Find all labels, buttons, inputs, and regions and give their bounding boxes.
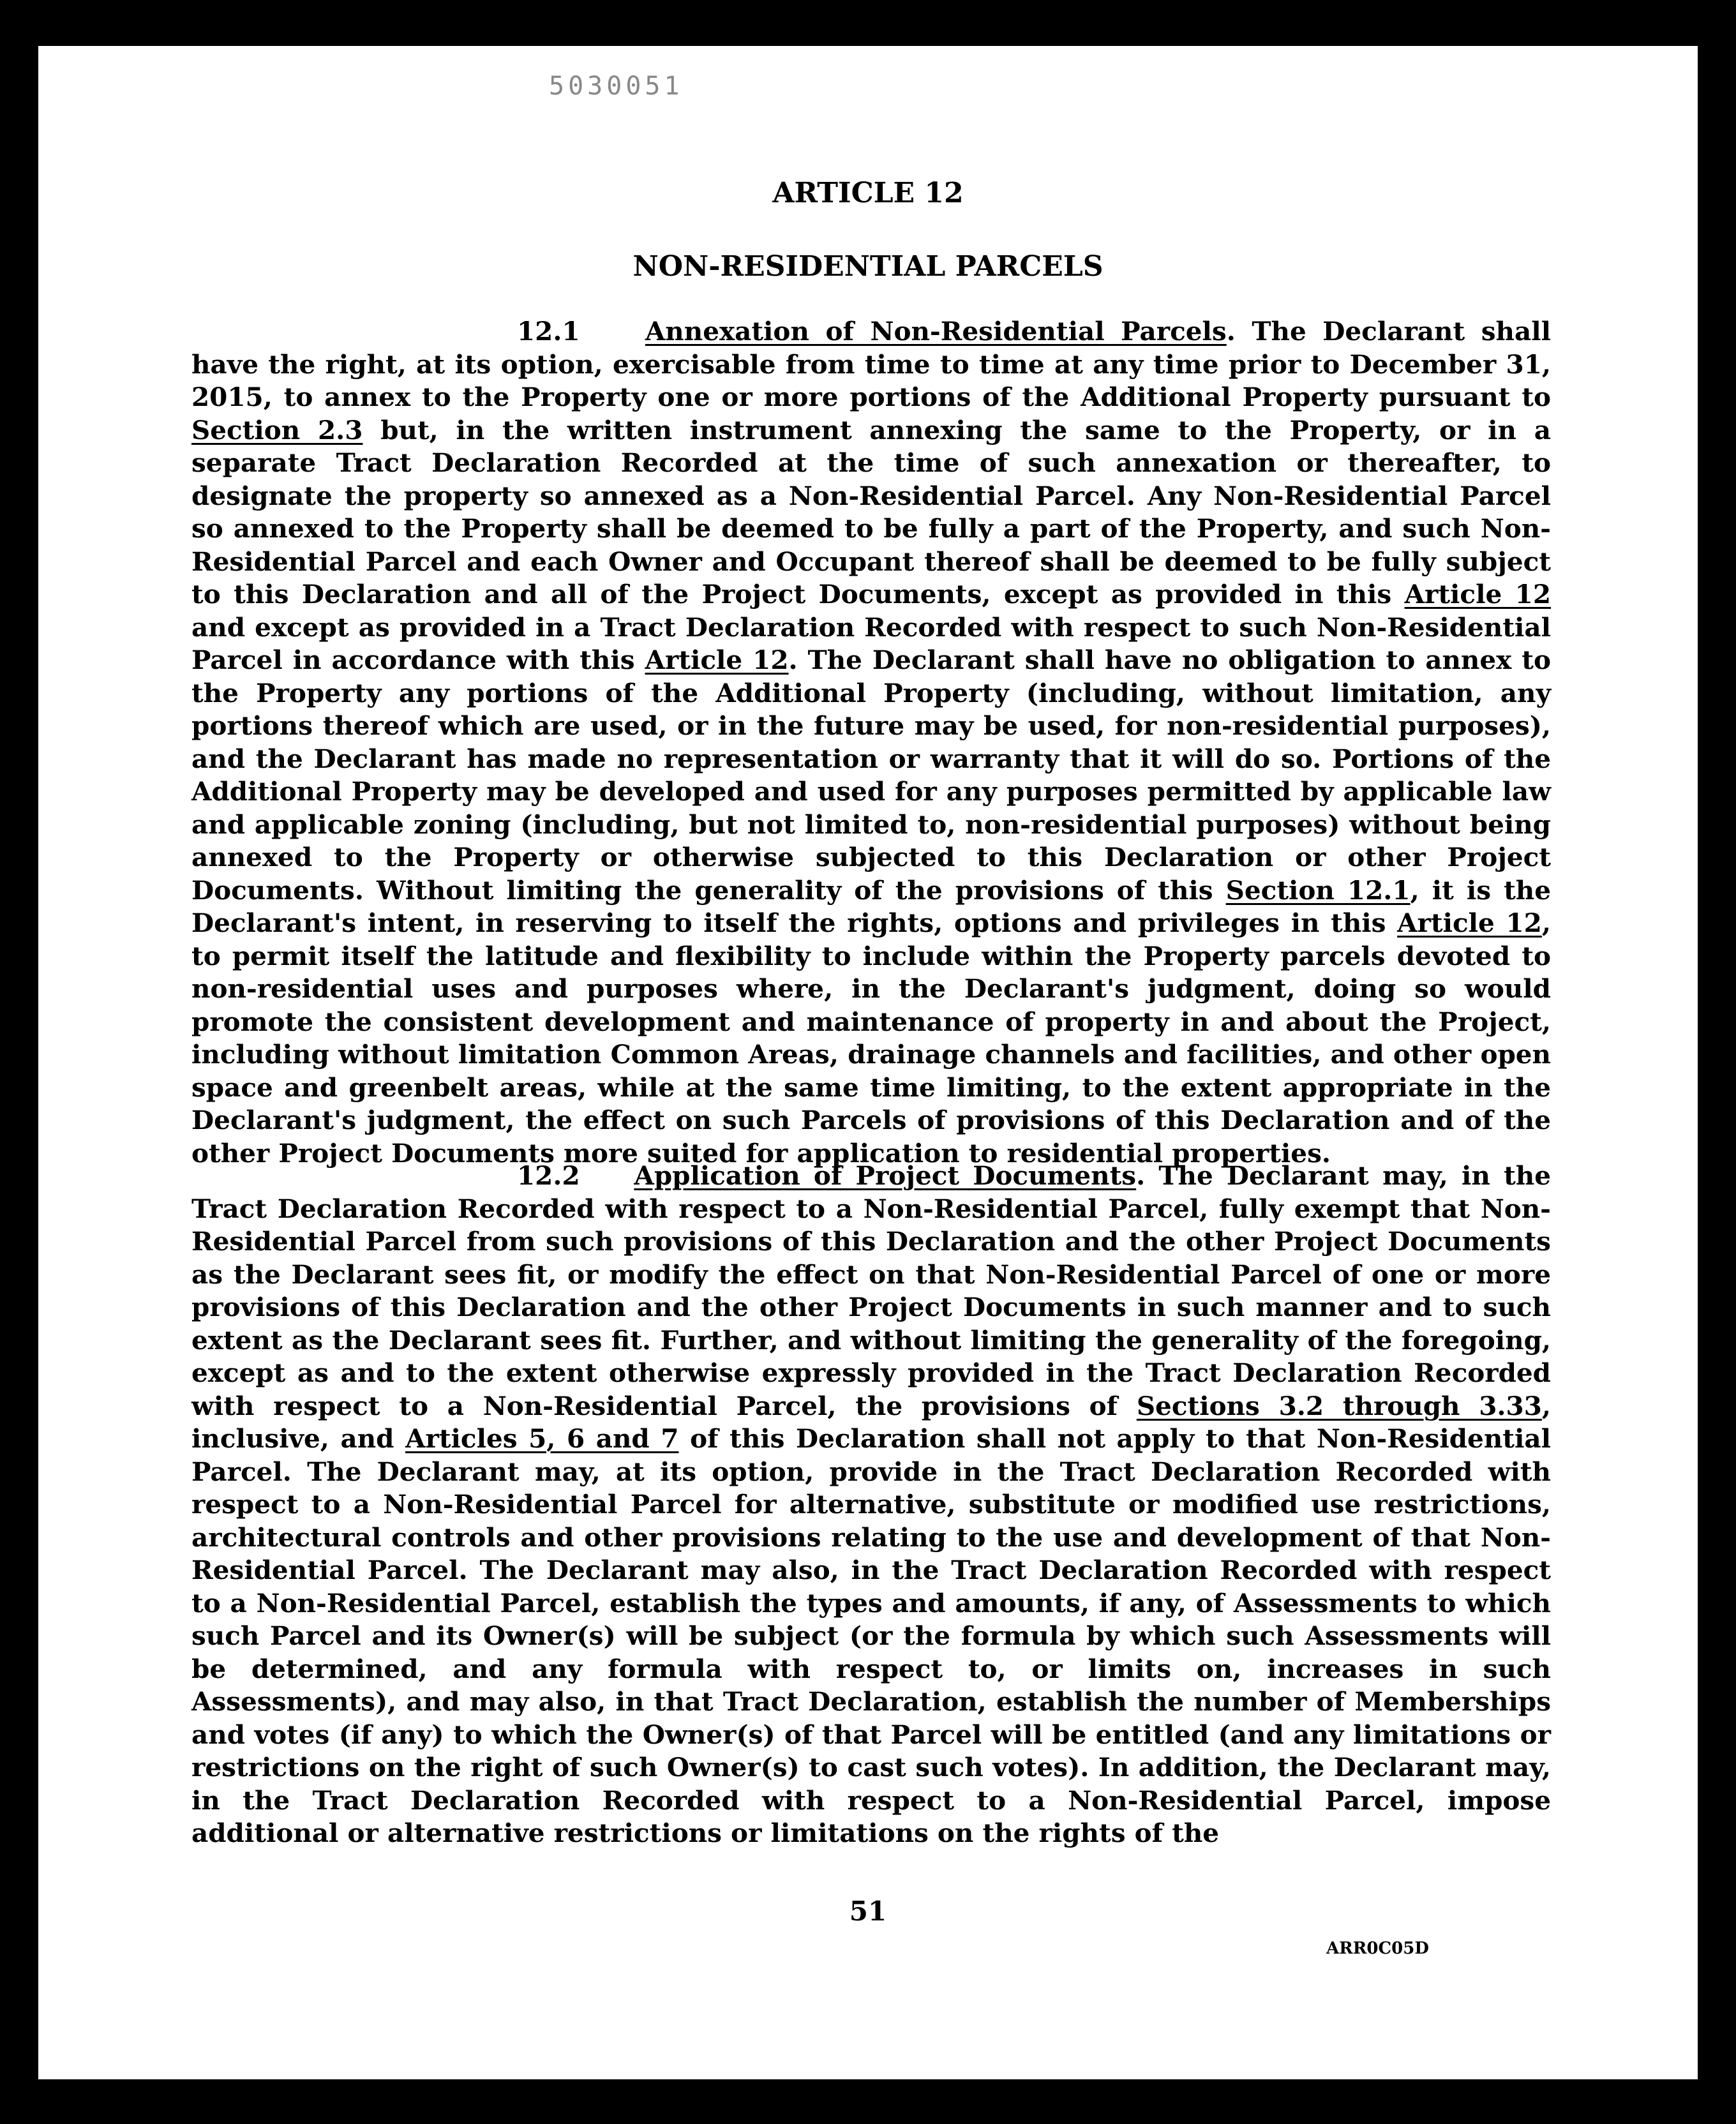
section-text: , inclusive, and bbox=[191, 1390, 1551, 1454]
cross-reference: Section 2.3 bbox=[191, 414, 363, 445]
section-title: Annexation of Non-Residential Parcels bbox=[645, 316, 1227, 347]
article-title: NON-RESIDENTIAL PARCELS bbox=[632, 250, 1104, 283]
article-heading: ARTICLE 12 bbox=[772, 177, 964, 209]
document-page bbox=[38, 46, 1698, 2079]
document-stamp: 5030051 bbox=[549, 71, 684, 101]
section-text: . The Declarant shall have no obligation to annex to the Property any portions of the Additional Property (including, without limitation, any portions thereof which are used, or in the future may be used, for non-residential purposes), and the Declarant has made no representation or warranty that it will do so. Portions of the Additional Property may be developed and used for any purposes permitted by applicable law and applicable zoning (including, but not limited to, non-residential purposes) without being annexed to the Property or otherwise subjected to this Declaration or other Project Documents. Without limiting the generality of the provisions of this bbox=[191, 645, 1551, 906]
cross-reference: Article 12 bbox=[1404, 579, 1551, 610]
cross-reference: Sections 3.2 through 3.33 bbox=[1136, 1390, 1542, 1421]
section-text: . The Declarant may, in the Tract Declaration Recorded with respect to a Non-Residential Parcel, fully exempt that Non-Residential Parcel from such provisions of this Declaration and the other Project Documents as the Declarant sees fit, or modify the effect on that Non-Residential Parcel of one or more provisions of this Declaration and the other Project Documents in such manner and to such extent as the Declarant sees fit. Further, and without limiting the generality of the foregoing, except as and to the extent otherwise expressly provided in the Tract Declaration Recorded with respect to a Non-Residential Parcel, the provisions of bbox=[191, 1160, 1551, 1421]
document-id: ARR0C05D bbox=[1326, 1939, 1429, 1958]
section-text: , to permit itself the latitude and flexibility to include within the Property parcels devoted to non-residential uses and purposes where, in the Declarant's judgment, doing so would promote the consistent development and maintenance of property in and about the Project, including without limitation Common Areas, drainage channels and facilities, and other open space and greenbelt areas, while at the same time limiting, to the extent appropriate in the Declarant's judgment, the effect on such Parcels of provisions of this Declaration and of the other Project Documents more suited for application to residential properties. bbox=[191, 908, 1551, 1169]
section-text: but, in the written instrument annexing the same to the Property, or in a separate Tract Declaration Recorded at the time of such annexation or thereafter, to designate the property so annexed as a Non-Residential Parcel. Any Non-Residential Parcel so annexed to the Property shall be deemed to be fully a part of the Property, and such Non-Residential Parcel and each Owner and Occupant thereof shall be deemed to be fully subject to this Declaration and all of the Project Documents, except as provided in this bbox=[191, 414, 1551, 610]
section-title: Application of Project Documents bbox=[634, 1160, 1137, 1191]
page-number: 51 bbox=[849, 1896, 887, 1927]
section-number: 12.1 bbox=[517, 316, 580, 347]
cross-reference: Article 12 bbox=[645, 645, 789, 675]
cross-reference: Article 12 bbox=[1397, 908, 1542, 938]
section-12-1 bbox=[191, 315, 1551, 1170]
section-12-2 bbox=[191, 1160, 1551, 1850]
section-text: of this Declaration shall not apply to that Non-Residential Parcel. The Declarant may, at its option, provide in the Tract Declaration Recorded with respect to a Non-Residential Parcel for alternative, substitute or modified use restrictions, architectural controls and other provisions relating to the use and development of that Non-Residential Parcel. The Declarant may also, in the Tract Declaration Recorded with respect to a Non-Residential Parcel, establish the types and amounts, if any, of Assessments to which such Parcel and its Owner(s) will be subject (or the formula by which such Assessments will be determined, and any formula with respect to, or limits on, increases in such Assessments), and may also, in that Tract Declaration, establish the number of Memberships and votes (if any) to which the Owner(s) of that Parcel will be entitled (and any limitations or restrictions on the right of such Owner(s) to cast such votes). In addition, the Declarant may, in the Tract Declaration Recorded with respect to a Non-Residential Parcel, impose additional or alternative restrictions or limitations on the rights of the bbox=[191, 1423, 1551, 1848]
section-text: and except as provided in a Tract Declaration Recorded with respect to such Non-Residential Parcel in accordance with this bbox=[191, 611, 1551, 675]
cross-reference: Articles 5, 6 and 7 bbox=[405, 1423, 679, 1454]
section-text: . The Declarant shall have the right, at its option, exercisable from time to time at any time prior to December 31, 2015, to annex to the Property one or more portions of the Additional Property pursuant to bbox=[191, 316, 1552, 412]
section-text: , it is the Declarant's intent, in reserving to itself the rights, options and privileges in this bbox=[191, 874, 1552, 938]
section-number: 12.2 bbox=[517, 1160, 580, 1191]
cross-reference: Section 12.1 bbox=[1225, 874, 1410, 906]
